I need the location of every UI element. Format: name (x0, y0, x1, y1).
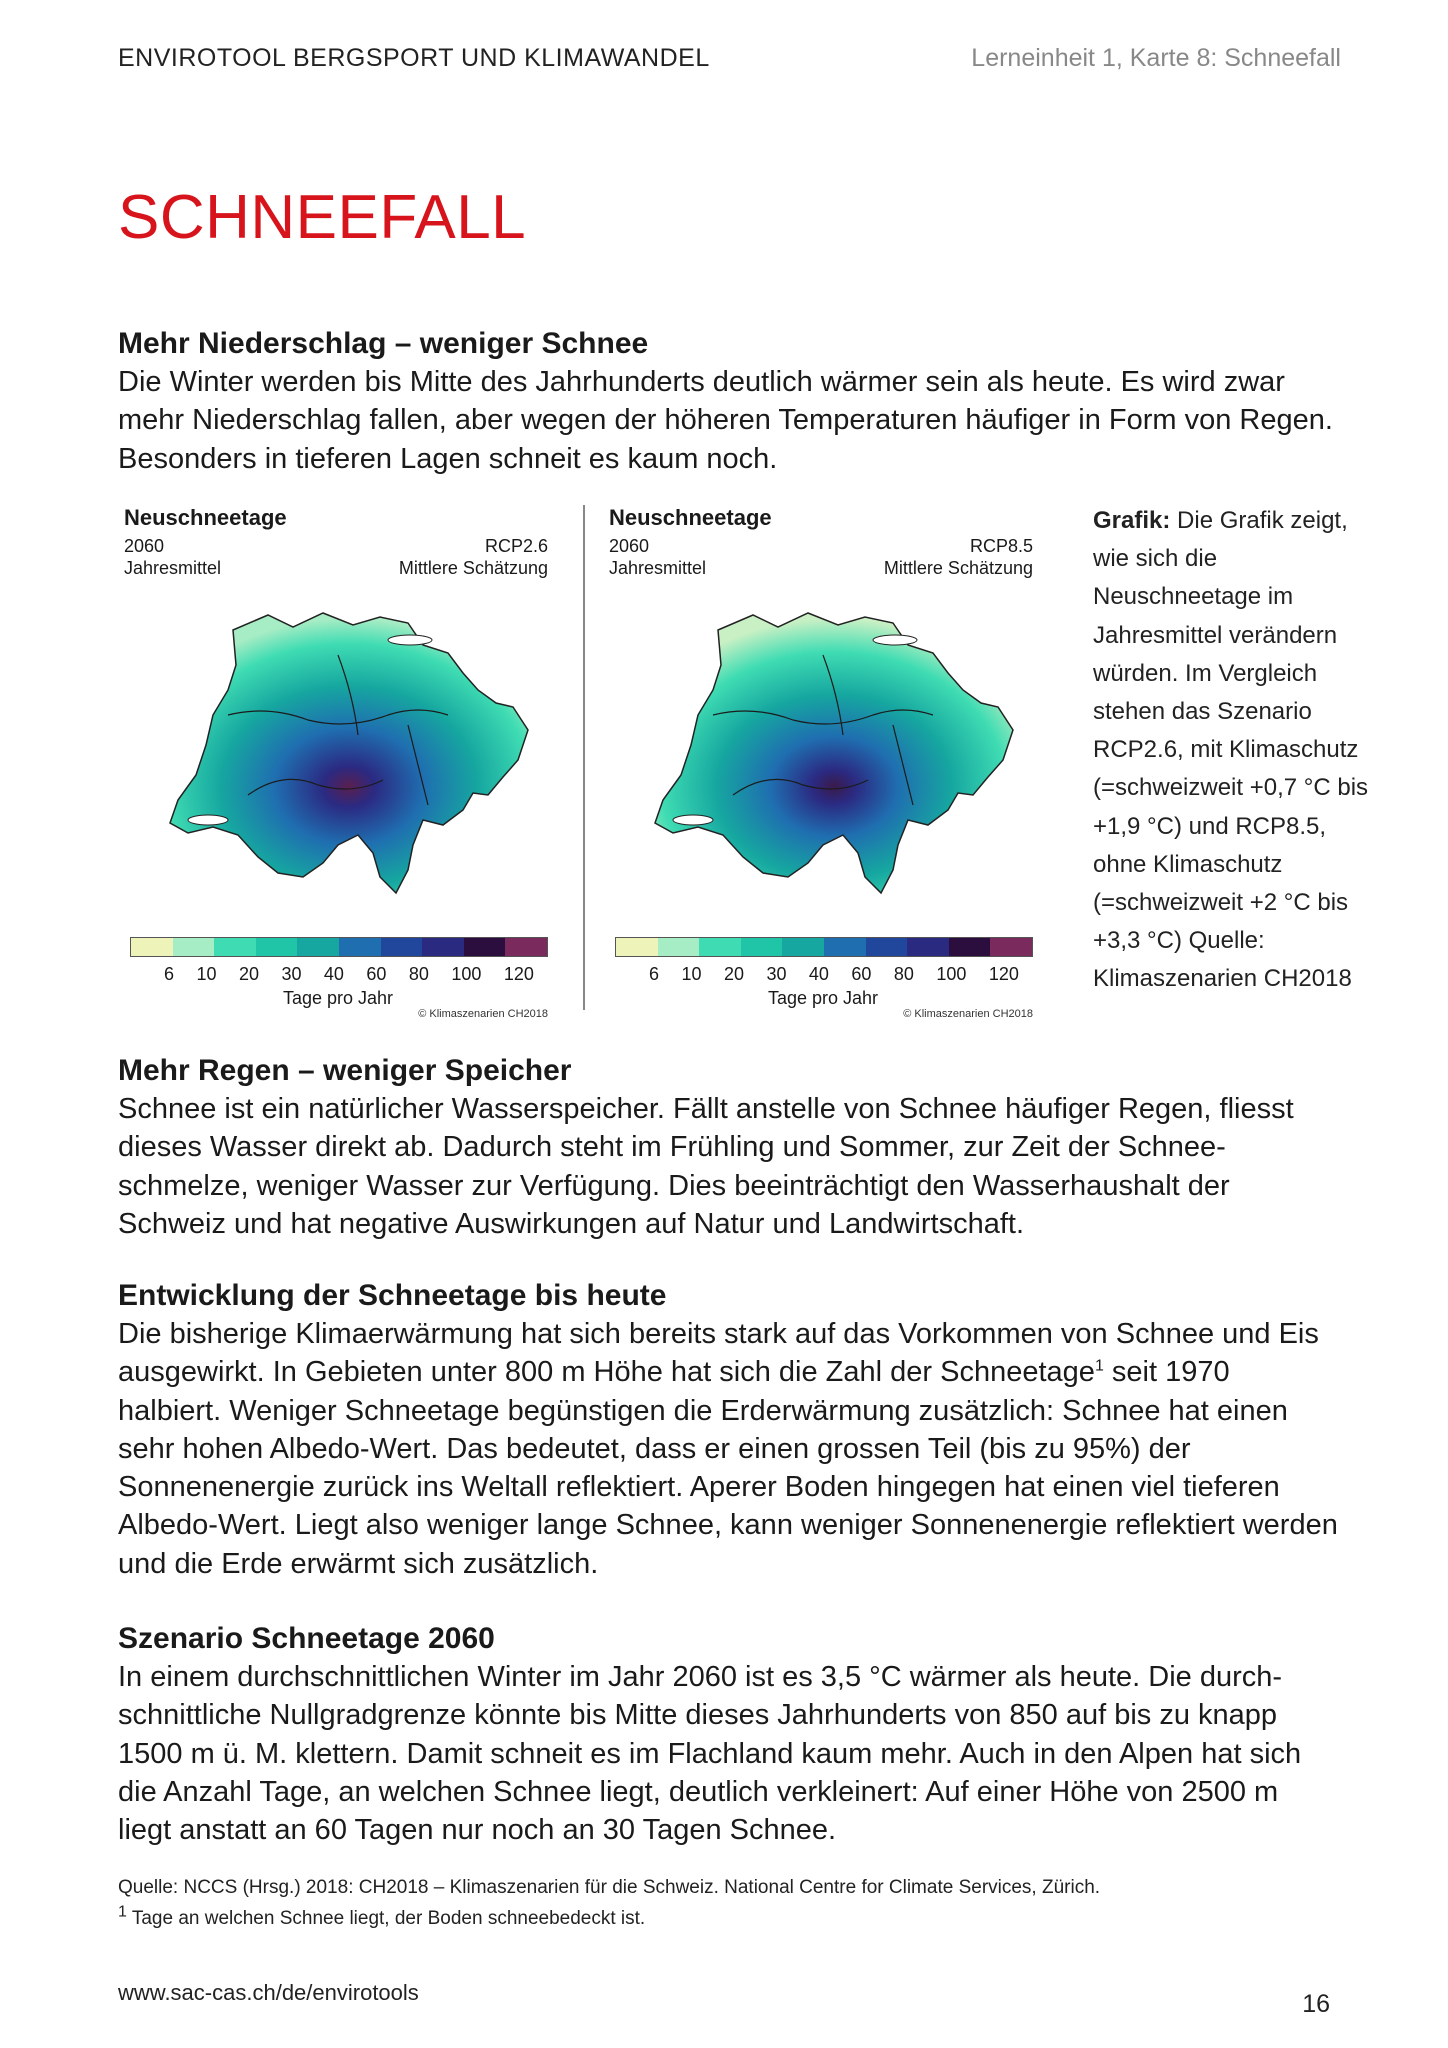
caption-label: Grafik: (1093, 507, 1171, 534)
source-note: Quelle: NCCS (Hrsg.) 2018: CH2018 – Klimaszenarien für die Schweiz. National Centre for Climate Services, Zürich. (118, 1877, 1101, 1898)
legend-swatch (824, 938, 866, 956)
legend-unit: Tage pro Jahr (282, 988, 394, 1008)
legend-swatch (131, 938, 173, 956)
legend-tick: 6 (649, 964, 660, 984)
map-period-label: Jahresmittel (124, 558, 222, 578)
legend-tick: 60 (851, 964, 872, 984)
map-title: Neuschneetage (609, 505, 772, 530)
legend-tick: 20 (238, 964, 259, 984)
legend-tick: 80 (893, 964, 914, 984)
map-period (609, 535, 706, 579)
section-szenario (118, 1620, 1338, 1849)
caption-text: Die Grafik zeigt, wie sich die Neuschneetage im Jahresmittel verändern würden. Im Vergleich stehen das Szenario RCP2.6, mit Klimaschutz (=schweizweit +0,7 °C bis +1,9 °C) und RCP8.5, ohne Klimaschutz (=schweizweit +2 °C bis +3,3 °C) Quelle: Klimaszenarien CH2018 (1093, 507, 1369, 993)
legend-unit: Tage pro Jahr (767, 988, 879, 1008)
legend-tick: 60 (366, 964, 387, 984)
page-number: 16 (1302, 1990, 1330, 2018)
legend-tick: 80 (408, 964, 429, 984)
legend-tick: 20 (723, 964, 744, 984)
map-period-label: Jahresmittel (609, 558, 707, 578)
section-body-part: Die bisherige Klimaerwärmung hat sich bereits stark auf das Vorkommen von Schnee und Eis ausgewirkt. In Gebieten unter 800 m Höhe hat sich die Zahl der Schneetage (118, 1318, 1319, 1389)
legend-swatch (464, 938, 506, 956)
legend-swatch (907, 938, 949, 956)
section-body: Schnee ist ein natürlicher Wasserspeicher. Fällt anstelle von Schnee häufiger Regen, fliesst dieses Wasser direkt ab. Dadurch steht im Frühling und Sommer, zur Zeit der Schnee-schmelze, weniger Wasser zur Verfügung. Dies beeinträchtigt den Wasserhaushalt der Schweiz und hat negative Auswirkungen auf Natur und Landwirtschaft. (118, 1093, 1294, 1240)
legend-swatch (297, 938, 339, 956)
legend-swatch (741, 938, 783, 956)
legend-tick: 100 (936, 964, 967, 984)
legend-swatch (381, 938, 423, 956)
legend-tick: 120 (988, 964, 1019, 984)
map-year-label: 2060 (609, 536, 650, 556)
map-divider (583, 505, 585, 1010)
map-scenario-label: RCP2.6 (484, 536, 548, 556)
legend-swatch (658, 938, 700, 956)
section-body (118, 1315, 1338, 1583)
header-title: ENVIROTOOL BERGSPORT UND KLIMAWANDEL (118, 44, 710, 72)
map-scenario (884, 535, 1033, 579)
map-period (124, 535, 221, 579)
figure-caption (1093, 502, 1383, 999)
switzerland-map-image (603, 595, 1033, 915)
section-heading: Entwicklung der Schneetage bis heute (118, 1279, 667, 1312)
legend-swatch (339, 938, 381, 956)
legend-swatch (214, 938, 256, 956)
legend-swatch (866, 938, 908, 956)
section-body: Die Winter werden bis Mitte des Jahrhunderts deutlich wärmer sein als heute. Es wird zwar mehr Niederschlag fallen, aber wegen der höheren Temperaturen häufiger in Form von Regen. Besonders in tieferen Lagen schneit es kaum noch. (118, 366, 1333, 475)
color-legend (615, 937, 1033, 957)
map-rcp85 (603, 505, 1033, 1025)
header-unit-label: Lerneinheit 1, Karte 8: Schneefall (971, 44, 1341, 72)
map-copyright: © Klimaszenarien CH2018 (903, 1008, 1033, 1020)
legend-tick: 30 (766, 964, 787, 984)
legend-swatch (422, 938, 464, 956)
legend-swatch (699, 938, 741, 956)
legend-tick: 30 (281, 964, 302, 984)
color-legend (130, 937, 548, 957)
legend-tick: 6 (164, 964, 175, 984)
map-rcp26 (118, 505, 548, 1025)
footnote-text: Tage an welchen Schnee liegt, der Boden schneebedeckt ist. (126, 1908, 646, 1929)
legend-tick: 40 (323, 964, 344, 984)
section-regen (118, 1052, 1338, 1243)
section-body-part: seit 1970 halbiert. Weniger Schneetage begünstigen die Erderwärmung zusätzlich: Schnee hat einen sehr hohen Albedo-Wert. Das bedeutet, dass er einen grossen Teil (bis zu 95%) der Sonnenenergie zurück ins Weltall reflektiert. Aperer Boden hingegen hat einen viel tieferen Albedo-Wert. Liegt also weniger lange Schnee, kann weniger Sonnenenergie reflektiert werden und die Erde erwärmt sich zusätzlich. (118, 1356, 1338, 1580)
section-niederschlag (118, 325, 1338, 478)
legend-tick: 40 (808, 964, 829, 984)
section-entwicklung (118, 1277, 1338, 1583)
footer-link[interactable]: www.sac-cas.ch/de/envirotools (118, 1980, 419, 2005)
legend-ticks (164, 964, 534, 985)
map-estimate-label: Mittlere Schätzung (398, 558, 548, 578)
legend-swatch (949, 938, 991, 956)
legend-tick: 120 (503, 964, 534, 984)
map-copyright: © Klimaszenarien CH2018 (418, 1008, 548, 1020)
map-title: Neuschneetage (124, 505, 287, 530)
legend-tick: 10 (681, 964, 702, 984)
legend-swatch (505, 938, 547, 956)
map-year-label: 2060 (124, 536, 165, 556)
section-body: In einem durchschnittlichen Winter im Jahr 2060 ist es 3,5 °C wärmer als heute. Die durch-schnittliche Nullgradgrenze könnte bis Mitte dieses Jahrhunderts von 850 auf bis zu knapp 1500 m ü. M. klettern. Damit schneit es im Flachland kaum mehr. Auch in den Alpen hat sich die Anzahl Tage, an welchen Schnee liegt, deutlich verkleinert: Auf einer Höhe von 2500 m liegt anstatt an 60 Tagen nur noch an 30 Tagen Schnee. (118, 1661, 1302, 1847)
legend-swatch (990, 938, 1032, 956)
map-scenario-label: RCP8.5 (969, 536, 1033, 556)
legend-swatch (173, 938, 215, 956)
map-scenario (399, 535, 548, 579)
switzerland-map-image (118, 595, 548, 915)
section-heading: Mehr Niederschlag – weniger Schnee (118, 327, 649, 360)
map-estimate-label: Mittlere Schätzung (883, 558, 1033, 578)
legend-swatch (256, 938, 298, 956)
footnote (118, 1903, 646, 1930)
section-heading: Szenario Schneetage 2060 (118, 1622, 495, 1655)
page-title: SCHNEEFALL (118, 183, 527, 252)
legend-swatch (616, 938, 658, 956)
legend-swatch (782, 938, 824, 956)
footnote-mark: 1 (118, 1903, 127, 1921)
footnote-marker: 1 (1094, 1357, 1104, 1375)
legend-ticks (649, 964, 1019, 985)
section-heading: Mehr Regen – weniger Speicher (118, 1054, 572, 1087)
legend-tick: 10 (196, 964, 217, 984)
legend-tick: 100 (451, 964, 482, 984)
